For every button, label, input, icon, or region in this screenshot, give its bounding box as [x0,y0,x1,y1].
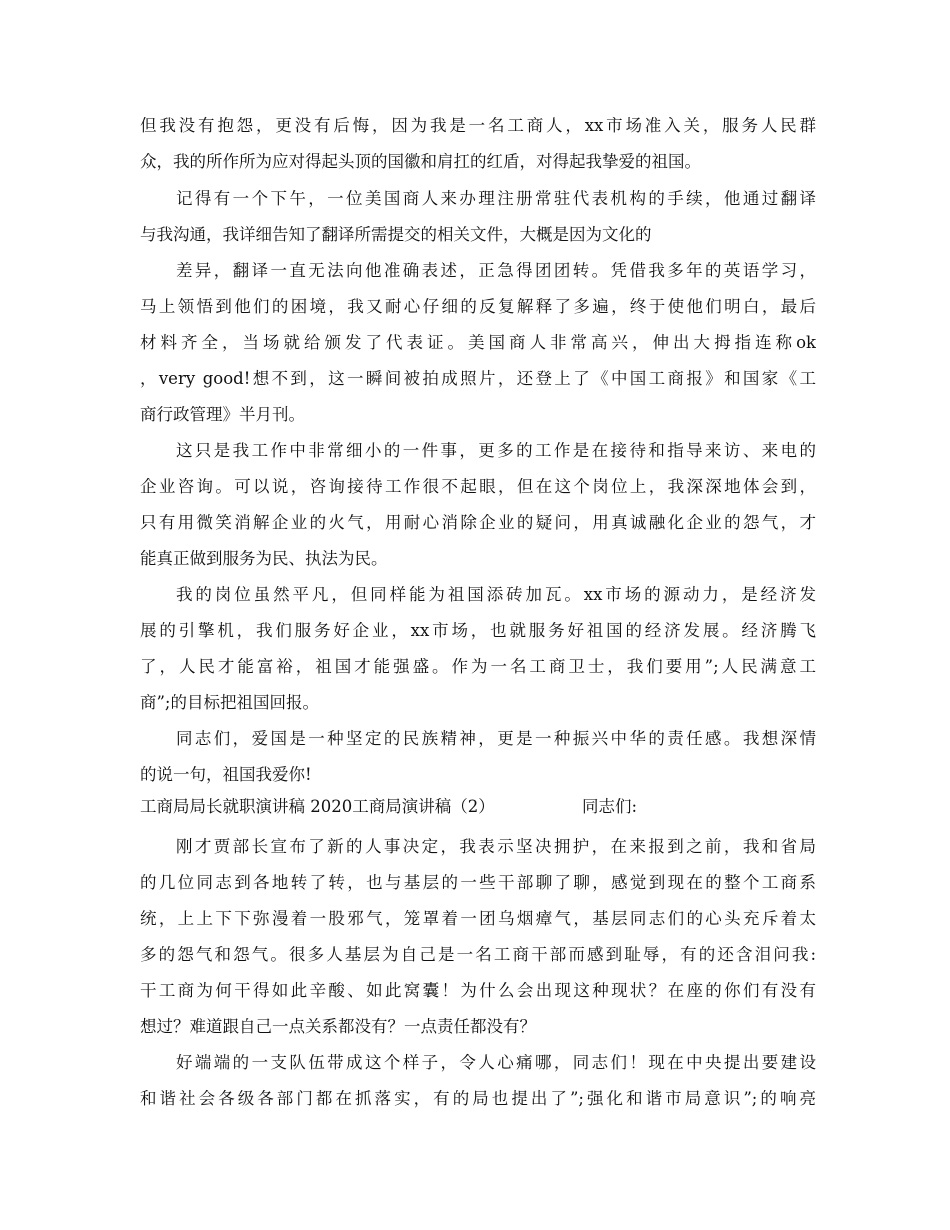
text-line: 马上领悟到他们的困境，我又耐心仔细的反复解释了多遍，终于使他们明白，最后 [140,297,816,316]
text-line: 统，上上下下弥漫着一股邪气，笼罩着一团乌烟瘴气，基层同志们的心头充斥着太 [140,909,816,928]
salutation: 同志们: [582,797,638,816]
text-line: 多的怨气和怨气。很多人基层为自己是一名工商干部而感到耻辱，有的还含泪问我: [140,945,816,964]
text-line: 好端端的一支队伍带成这个样子，令人心痛哪，同志们！现在中央提出要建设 [176,1053,816,1072]
text-line: 这只是我工作中非常细小的一件事，更多的工作是在接待和指导来访、来电的 [176,441,816,460]
text-line: 商行政管理》半月刊。 [140,405,305,424]
text-line: 我的岗位虽然平凡，但同样能为祖国添砖加瓦。xx市场的源动力，是经济发 [176,585,816,604]
section-heading: 工商局局长就职演讲稿 2020工商局演讲稿（2） [140,797,495,816]
text-line: 和谐社会各级各部门都在抓落实，有的局也提出了”;强化和谐市局意识”;的响亮 [140,1089,816,1108]
text-line: 差异，翻译一直无法向他准确表述，正急得团团转。凭借我多年的英语学习， [176,261,816,280]
text-line: 的几位同志到各地转了转，也与基层的一些干部聊了聊，感觉到现在的整个工商系 [140,873,816,892]
text-line: 了，人民才能富裕，祖国才能强盛。作为一名工商卫士，我们要用”;人民满意工 [140,657,816,676]
text-line: 商”;的目标把祖国回报。 [140,693,319,712]
text-line: 同志们，爱国是一种坚定的民族精神，更是一种振兴中华的责任感。我想深情 [176,729,816,748]
text-line: 想过？难道跟自己一点关系都没有？一点责任都没有？ [140,1017,536,1036]
text-line: 记得有一个下午，一位美国商人来办理注册常驻代表机构的手续，他通过翻译 [176,189,816,208]
text-line: 的说一句，祖国我爱你! [140,765,312,784]
text-line: 展的引擎机，我们服务好企业，xx市场，也就服务好祖国的经济发展。经济腾飞 [140,621,816,640]
text-line: 能真正做到服务为民、执法为民。 [140,549,388,568]
text-line: 干工商为何干得如此辛酸、如此窝囊！为什么会出现这种现状？在座的你们有没有 [140,981,816,1000]
text-line: 刚才贾部长宣布了新的人事决定，我表示坚决拥护，在来报到之前，我和省局 [176,837,816,856]
text-line: 企业咨询。可以说，咨询接待工作很不起眼，但在这个岗位上，我深深地体会到， [140,477,816,496]
text-line: 与我沟通，我详细告知了翻译所需提交的相关文件，大概是因为文化的 [140,225,652,244]
text-line: ，very good!想不到，这一瞬间被拍成照片，还登上了《中国工商报》和国家《工 [140,369,816,388]
text-line: 材料齐全，当场就给颁发了代表证。美国商人非常高兴，伸出大拇指连称ok [140,333,816,352]
section-heading-row [0,789,950,825]
text-line: 但我没有抱怨，更没有后悔，因为我是一名工商人，xx市场准入关，服务人民群 [140,116,816,135]
text-line: 只有用微笑消解企业的火气，用耐心消除企业的疑问，用真诚融化企业的怨气，才 [140,513,816,532]
text-line: 众，我的所作所为应对得起头顶的国徽和肩扛的红盾，对得起我挚爱的祖国。 [140,152,701,171]
